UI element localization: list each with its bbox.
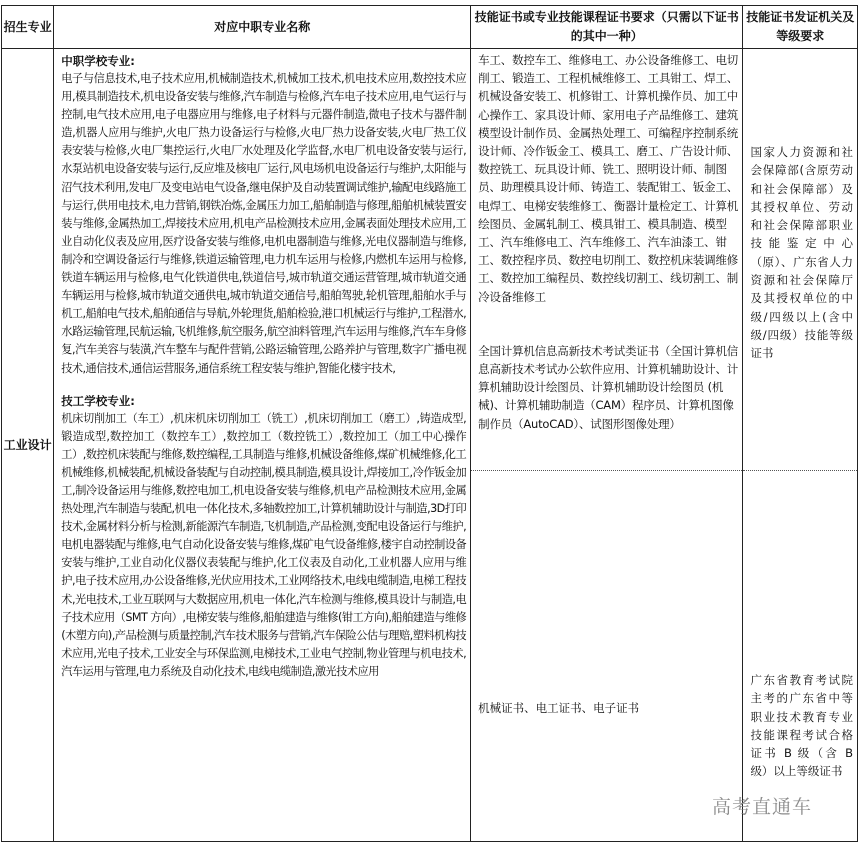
issuing-org-top-text: 国家人力资源和社会保障部(含原劳动和社会保障部）及其授权单位、劳动和社会保障部职业技能鉴定中心（原）、广东省人力资源和社会保障厅及其授权单位的中级/四级以上(含中级/四级）技能等级证书 [750, 145, 853, 361]
majors-cell [54, 49, 471, 842]
certificates-bottom-section [471, 472, 742, 841]
category-label: 工业设计 [3, 437, 52, 452]
header-category: 招生专业 [2, 6, 54, 49]
header-majors: 对应中职专业名称 [54, 6, 471, 49]
secondary-school-majors: 电子与信息技术,电子技术应用,机械制造技术,机械加工技术,机电技术应用,数控技术应用,模具制造技术,机电设备安装与维修,汽车制造与检修,汽车电子技术应用,电气运行与控制,电气技术应用,电子电器应用与维修,电子材料与元器件制造,微电子技术与器件制造,机器人应用与维护,火电厂热力设备运行与检修,火电厂热力设备安装,火电厂热工仪表安装与检修,火电厂集控运行,火电厂水处理及化学监督,水电厂机电设备安装与运行,水泵站机电设备安装与运行,反应堆及核电厂运行,风电场机电设备运行与维护,太阳能与沼气技术利用,发电厂及变电站电气设备,继电保护及自动装置调试维护,输配电线路施工与运行,供用电技术,电力营销,钢铁冶炼,金属压力加工,船舶制造与修理,船舶机械装置安装与维修,金属热加工,焊接技术应用,机电产品检测技术应用,金属表面处理技术应用,工业自动化仪表及应用,医疗设备安装与维修,电机电器制造与维修,光电仪器制造与维修,制冷和空调设备运行与维修,铁道运输管理,电力机车运用与检修,内燃机车运用与检修,铁道车辆运用与检修,电气化铁道供电,铁道信号,城市轨道交通运营管理,城市轨道交通车辆运用与检修,城市轨道交通供电,城市轨道交通信号,船舶驾驶,轮机管理,船舶水手与机工,船舶电气技术,船舶通信与导航,外轮理货,船舶检验,港口机械运行与维护,工程潜水,水路运输管理,民航运输,飞机维修,航空服务,航空油料管理,汽车运用与维修,汽车车身修复,汽车美容与装潢,汽车整车与配件营销,公路运输管理,公路养护与管理,数字广播电视技术,通信技术,通信运营服务,通信系统工程安装与维护,智能化楼宇技术, [61, 72, 467, 375]
header-issuing-org: 技能证书发证机关及等级要求 [743, 6, 858, 49]
issuing-org-top-section [743, 49, 857, 471]
certificates-top-section [471, 49, 742, 471]
issuing-org-cell [743, 49, 858, 842]
course-certificates-list: 机械证书、电工证书、电子证书 [478, 701, 640, 715]
watermark-text: 高考直通车 [712, 796, 813, 818]
header-certificates: 技能证书或专业技能课程证书要求（只需以下证书的其中一种） [471, 6, 743, 49]
requirements-table-container [1, 5, 858, 843]
vocational-certificates-list: 车工、数控车工、维修电工、办公设备维修工、电切削工、锻造工、工程机械维修工、工具钳工、焊工、机械设备安装工、机修钳工、计算机操作员、加工中心操作工、家具设计师、家用电子产品维修工、建筑模型设计制作员、金属热处理工、可编程序控制系统设计师、冷作钣金工、模具工、磨工、广告设计师、数控铣工、玩具设计师、铣工、照明设计师、制图员、助理模具设计师、铸造工、装配钳工、钣金工、电焊工、电梯安装维修工、衡器计量检定工、计算机绘图员、金属轧制工、模具钳工、模具制造、模型工、汽车维修电工、汽车维修工、汽车油漆工、钳工、数控程序员、数控电切削工、数控机床装调维修工、数控加工编程员、数控线切割工、线切割工、制冷设备维修工 [478, 53, 739, 304]
technical-school-title: 技工学校专业: [61, 393, 135, 408]
table-row [2, 49, 858, 842]
certificates-cell [471, 49, 743, 842]
secondary-school-title: 中职学校专业: [61, 54, 135, 68]
table-header-row [2, 6, 858, 49]
computer-certificates-list: 全国计算机信息高新技术考试类证书（全国计算机信息高新技术考试办公软件应用、计算机辅助设计、计算机辅助设计绘图员、计算机辅助设计绘图员 (机械)、计算机辅助制造（CAM）程序员、计算机图像制作员（AutoCAD）、试图形图像处理） [478, 343, 739, 431]
requirements-table [1, 5, 858, 842]
technical-school-majors: 机床切削加工（车工）,机床机床切削加工（铣工）,机床切削加工（磨工）,铸造成型,锻造成型,数控加工（数控车工）,数控加工（数控铣工）,数控加工（加工中心操作工）,数控机床装配与维修,数控编程,工具制造与维修,机械设备维修,煤矿机械维修,化工机械维修,机械装配,机械设备装配与自动控制,模具制造,模具设计,焊接加工,冷作钣金加工,制冷设备运用与维修,数控电加工,机电设备安装与维修,机电产品检测技术应用,金属热处理,汽车制造与装配,机电一体化技术,多轴数控加工,计算机辅助设计与制造,3D打印技术,金属材料分析与检测,新能源汽车制造,飞机制造,产品检测,变配电设备运行与维护,电机电器装配与维修,电气自动化设备安装与维修,煤矿电气设备维修,楼宇自动控制设备安装与维护,工业自动化仪器仪表装配与维护,化工仪表及自动化,工业机器人应用与维护,电子技术应用,办公设备维修,光伏应用技术,工业网络技术,电线电缆制造,电梯工程技术,光电技术,工业互联网与大数据应用,机电一体化,汽车检测与维修,模具设计与制造,电子技术应用（SMT 方向）,电梯安装与维修,船舶建造与维修(钳工方向),船舶建造与维修(木塑方向),产品检测与质量控制,汽车技术服务与营销,汽车保险公估与理赔,塑料机构技术应用,光电子技术,工业安全与环保监测,电梯技术,工业电气控制,物业管理与机电技术,汽车运用与管理,电力系统及自动化技术,电线电缆制造,激光技术应用 [61, 411, 467, 678]
category-cell [2, 49, 54, 842]
issuing-org-bottom-text: 广东省教育考试院主考的广东省中等职业技术教育专业技能课程考试合格证书 B 级（含 B 级）以上等级证书 [750, 673, 853, 779]
issuing-org-bottom-section [743, 472, 857, 841]
